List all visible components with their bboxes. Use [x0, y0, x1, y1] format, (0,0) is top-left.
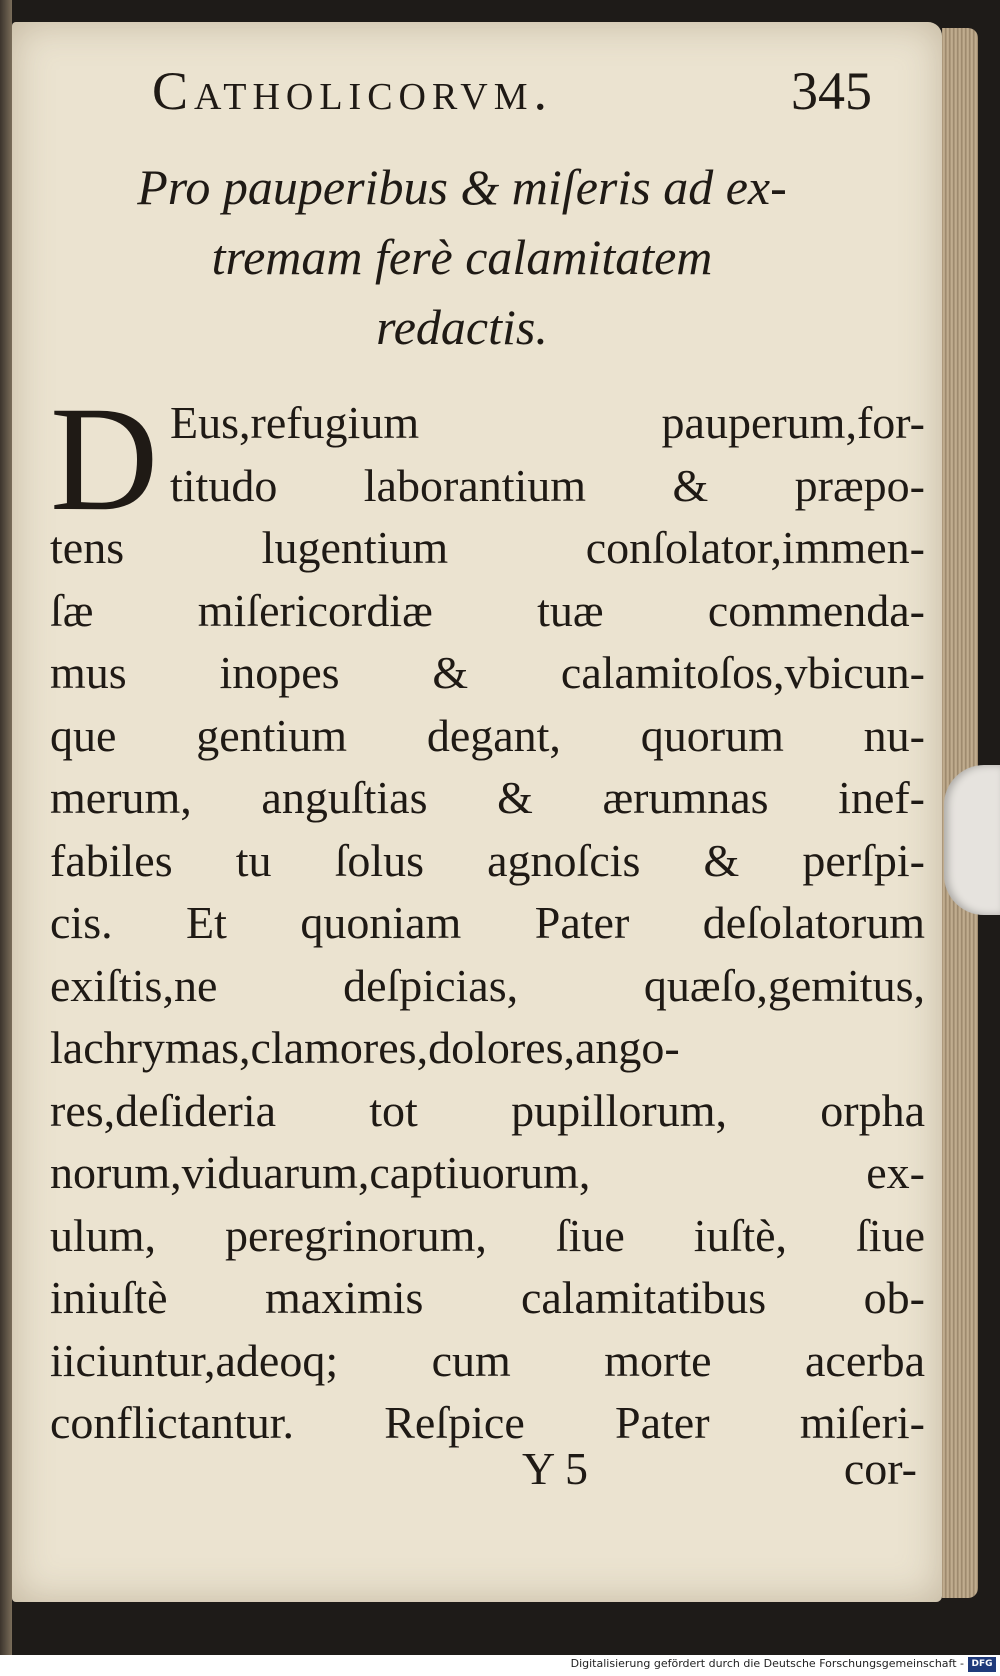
- body-line: Eus,refugium pauperum,for-: [170, 397, 925, 448]
- body-text: [50, 376, 925, 1455]
- body-line: ulum, peregrinorum, ſiue iuſtè, ſiue: [50, 1209, 925, 1261]
- dfg-logo: DFG: [968, 1657, 996, 1672]
- catchword: cor-: [843, 1443, 917, 1494]
- body-line: cis. Et quoniam Pater deſolatorum: [50, 897, 925, 948]
- prayer-heading: [52, 152, 872, 362]
- body-line: merum, anguſtias & ærumnas inef-: [50, 772, 925, 823]
- heading-line: tremam ferè calamitatem: [211, 229, 713, 285]
- drop-cap: D: [50, 376, 159, 542]
- viewer-page-tab[interactable]: [944, 765, 1000, 915]
- footer-bar: [0, 1655, 1000, 1676]
- body-line: norum,viduarum,captiuorum, ex-: [50, 1147, 925, 1198]
- body-line: conflictantur. Reſpice Pater miſeri-: [50, 1397, 925, 1448]
- body-line: res,deſideria tot pupillorum, orpha: [50, 1084, 925, 1136]
- body-line: titudo laborantium & præpo-: [170, 459, 925, 511]
- binding-edge: [0, 0, 12, 1655]
- body-line: exiſtis,ne deſpicias, quæſo,gemitus,: [50, 959, 925, 1011]
- funding-credit: Digitalisierung gefördert durch die Deutsche Forschungsgemeinschaft -: [570, 1657, 964, 1670]
- heading-line: redactis.: [376, 299, 548, 355]
- heading-line: Pro pauperibus & miſeris ad ex-: [137, 159, 787, 215]
- body-line: que gentium degant, quorum nu-: [50, 709, 925, 761]
- running-head: Catholicorvm.: [152, 61, 554, 121]
- body-line: iiciuntur,adeoq; cum morte acerba: [50, 1334, 925, 1386]
- page-header: [152, 60, 872, 130]
- signature-mark: Y 5: [522, 1443, 589, 1494]
- body-line: fabiles tu ſolus agnoſcis & perſpi-: [50, 834, 925, 886]
- book-page: [12, 22, 942, 1602]
- body-line: ſæ miſericordiæ tuæ commenda-: [50, 584, 925, 636]
- page-number: 345: [791, 61, 872, 121]
- body-line: tens lugentium conſolator,immen-: [50, 522, 925, 573]
- page-catchwords: [512, 1442, 917, 1502]
- body-line: mus inopes & calamitoſos,vbicun-: [50, 647, 925, 698]
- body-line: iniuſtè maximis calamitatibus ob-: [50, 1272, 925, 1323]
- body-line: lachrymas,clamores,dolores,ango-: [50, 1022, 680, 1073]
